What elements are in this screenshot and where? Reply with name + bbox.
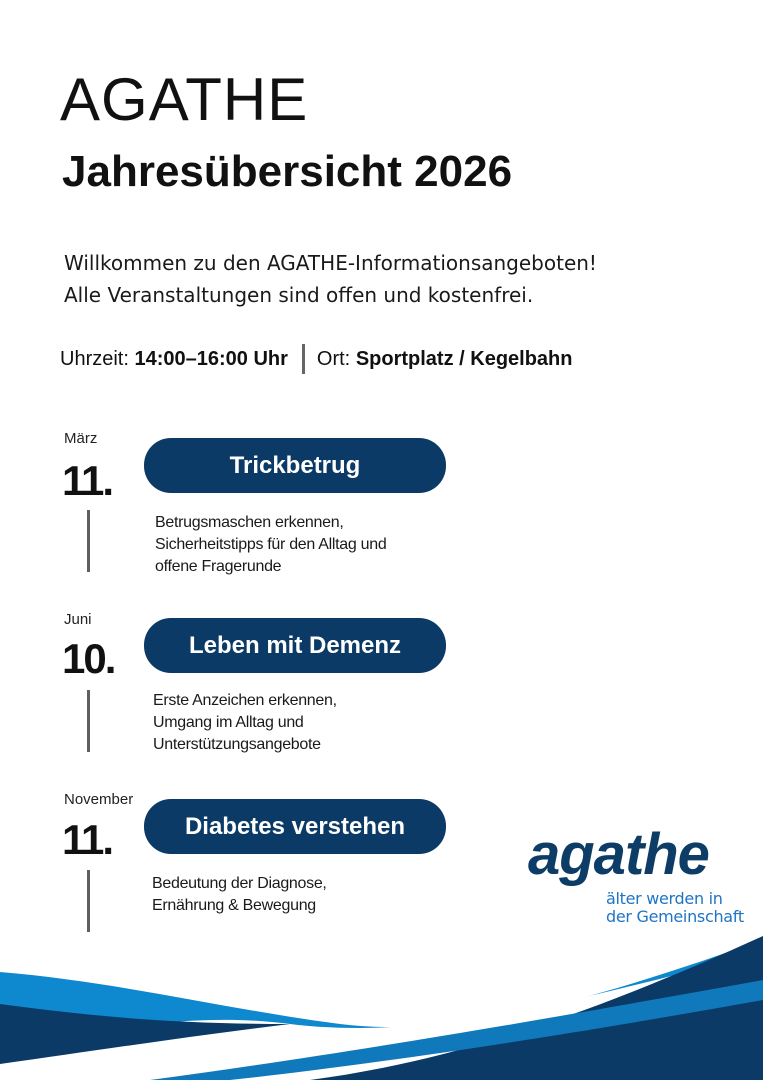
description-line: Sicherheitstipps für den Alltag und: [155, 536, 387, 553]
description-line: Umgang im Alltag und: [153, 714, 304, 731]
description-line: Erste Anzeichen erkennen,: [153, 692, 337, 709]
intro-line-2: Alle Veranstaltungen sind offen und kostenfrei.: [64, 283, 534, 307]
logo-tagline-line: älter werden in: [606, 889, 723, 908]
intro-line-1: Willkommen zu den AGATHE-Informationsangeboten!: [64, 251, 597, 275]
event-info: [60, 344, 573, 374]
description-line: Unterstützungsangebote: [153, 736, 321, 753]
description-line: Ernährung & Bewegung: [152, 897, 316, 914]
event-title-pill: Diabetes verstehen: [144, 799, 446, 854]
time-label: Uhrzeit:: [60, 348, 129, 370]
time-value: 14:00–16:00 Uhr: [134, 348, 288, 370]
brand-title: AGATHE: [60, 66, 309, 133]
page-title: Jahresübersicht 2026: [62, 147, 513, 196]
description-line: Betrugsmaschen erkennen,: [155, 514, 344, 531]
event-title-pill: Trickbetrug: [144, 438, 446, 493]
event-month: März: [64, 430, 98, 447]
info-divider: [302, 344, 305, 374]
event-day: 11.: [62, 816, 113, 863]
event-description: [153, 690, 337, 756]
intro-text: [64, 247, 597, 311]
event-day: 10.: [62, 635, 115, 682]
description-line: offene Fragerunde: [155, 558, 282, 575]
event-description: [152, 873, 327, 917]
event-description: [155, 512, 386, 578]
event-month: November: [64, 791, 134, 808]
event-title-pill: Leben mit Demenz: [144, 618, 446, 673]
timeline-line: [87, 510, 90, 572]
decorative-waves: [0, 920, 763, 1080]
description-line: Bedeutung der Diagnose,: [152, 875, 327, 892]
agathe-logo: agathe: [528, 822, 709, 887]
timeline-line: [87, 690, 90, 752]
place-value: Sportplatz / Kegelbahn: [355, 348, 573, 370]
logo-tagline-line: der Gemeinschaft: [606, 907, 744, 926]
event-day: 11.: [62, 457, 113, 504]
place-label: Ort:: [316, 348, 351, 370]
event-month: Juni: [64, 611, 92, 628]
